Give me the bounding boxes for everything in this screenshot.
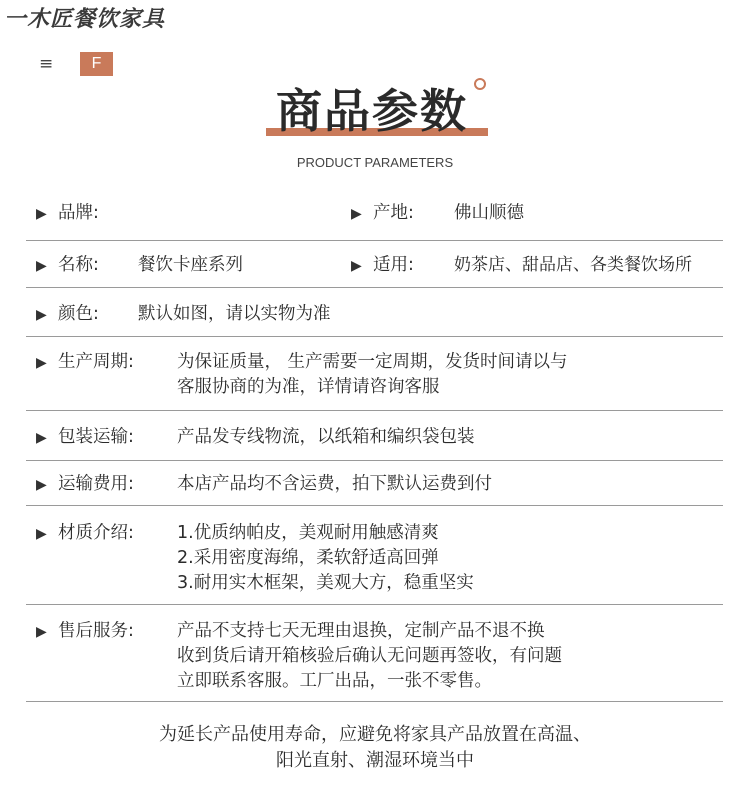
param-value-material-line-1: 1.优质纳帕皮，美观耐用触感清爽 xyxy=(177,523,439,543)
triangle-bullet-icon: ▶ xyxy=(36,355,47,371)
param-value-name: 餐饮卡座系列 xyxy=(138,255,243,275)
brand-name: 一木匠餐饮家具 xyxy=(4,7,166,32)
param-value-material-line-2: 2.采用密度海绵，柔软舒适高回弹 xyxy=(177,548,439,568)
param-label-name: 名称: xyxy=(58,255,99,275)
param-label-fee: 运输费用: xyxy=(58,474,134,494)
triangle-bullet-icon: ▶ xyxy=(351,206,362,222)
param-row-packaging xyxy=(26,411,723,461)
param-row-production-cycle xyxy=(26,337,723,411)
triangle-bullet-icon: ▶ xyxy=(36,624,47,640)
param-value-material-line-3: 3.耐用实木框架，美观大方，稳重坚实 xyxy=(177,573,474,593)
param-value-service-line-3: 立即联系客服。工厂出品，一张不零售。 xyxy=(177,671,492,691)
param-label-use: 适用: xyxy=(373,255,414,275)
triangle-bullet-icon: ▶ xyxy=(36,430,47,446)
param-label-material: 材质介绍: xyxy=(58,523,134,543)
param-value-color: 默认如图，请以实物为准 xyxy=(138,304,331,324)
care-notice-line-1: 为延长产品使用寿命，应避免将家具产品放置在高温、 xyxy=(159,724,591,745)
care-notice-line-2: 阳光直射、潮湿环境当中 xyxy=(276,750,474,771)
param-label-color: 颜色: xyxy=(58,304,99,324)
param-row-brand-origin xyxy=(26,195,723,241)
param-label-brand: 品牌: xyxy=(58,203,99,223)
care-notice xyxy=(0,722,750,774)
param-value-origin: 佛山顺德 xyxy=(454,203,524,223)
page-title: 商品参数 xyxy=(276,84,468,138)
triangle-bullet-icon: ▶ xyxy=(36,526,47,542)
param-value-packaging: 产品发专线物流，以纸箱和编织袋包装 xyxy=(177,427,475,447)
param-row-color xyxy=(26,288,723,337)
f-badge[interactable]: F xyxy=(80,52,113,76)
title-circle-decoration xyxy=(474,78,486,90)
param-value-cycle-line-2: 客服协商的为准，详情请咨询客服 xyxy=(177,377,440,397)
param-row-name-use xyxy=(26,241,723,288)
param-value-use: 奶茶店、甜品店、各类餐饮场所 xyxy=(454,255,692,275)
triangle-bullet-icon: ▶ xyxy=(36,206,47,222)
param-value-fee: 本店产品均不含运费，拍下默认运费到付 xyxy=(177,474,492,494)
param-value-cycle-line-1: 为保证质量， 生产需要一定周期，发货时间请以与 xyxy=(177,352,568,372)
triangle-bullet-icon: ▶ xyxy=(36,477,47,493)
menu-icon[interactable]: ≡ xyxy=(39,54,54,74)
param-value-service-line-1: 产品不支持七天无理由退换，定制产品不退不换 xyxy=(177,621,545,641)
page-subtitle: PRODUCT PARAMETERS xyxy=(296,155,454,170)
param-value-service-line-2: 收到货后请开箱核验后确认无问题再签收，有问题 xyxy=(177,646,562,666)
triangle-bullet-icon: ▶ xyxy=(36,258,47,274)
param-label-service: 售后服务: xyxy=(58,621,134,641)
param-label-origin: 产地: xyxy=(373,203,414,223)
triangle-bullet-icon: ▶ xyxy=(36,307,47,323)
triangle-bullet-icon: ▶ xyxy=(351,258,362,274)
section-heading xyxy=(264,82,490,142)
param-row-shipping-fee xyxy=(26,461,723,506)
param-row-material xyxy=(26,506,723,605)
param-label-packaging: 包装运输: xyxy=(58,427,134,447)
param-row-after-sales xyxy=(26,605,723,702)
param-label-cycle: 生产周期: xyxy=(58,352,134,372)
